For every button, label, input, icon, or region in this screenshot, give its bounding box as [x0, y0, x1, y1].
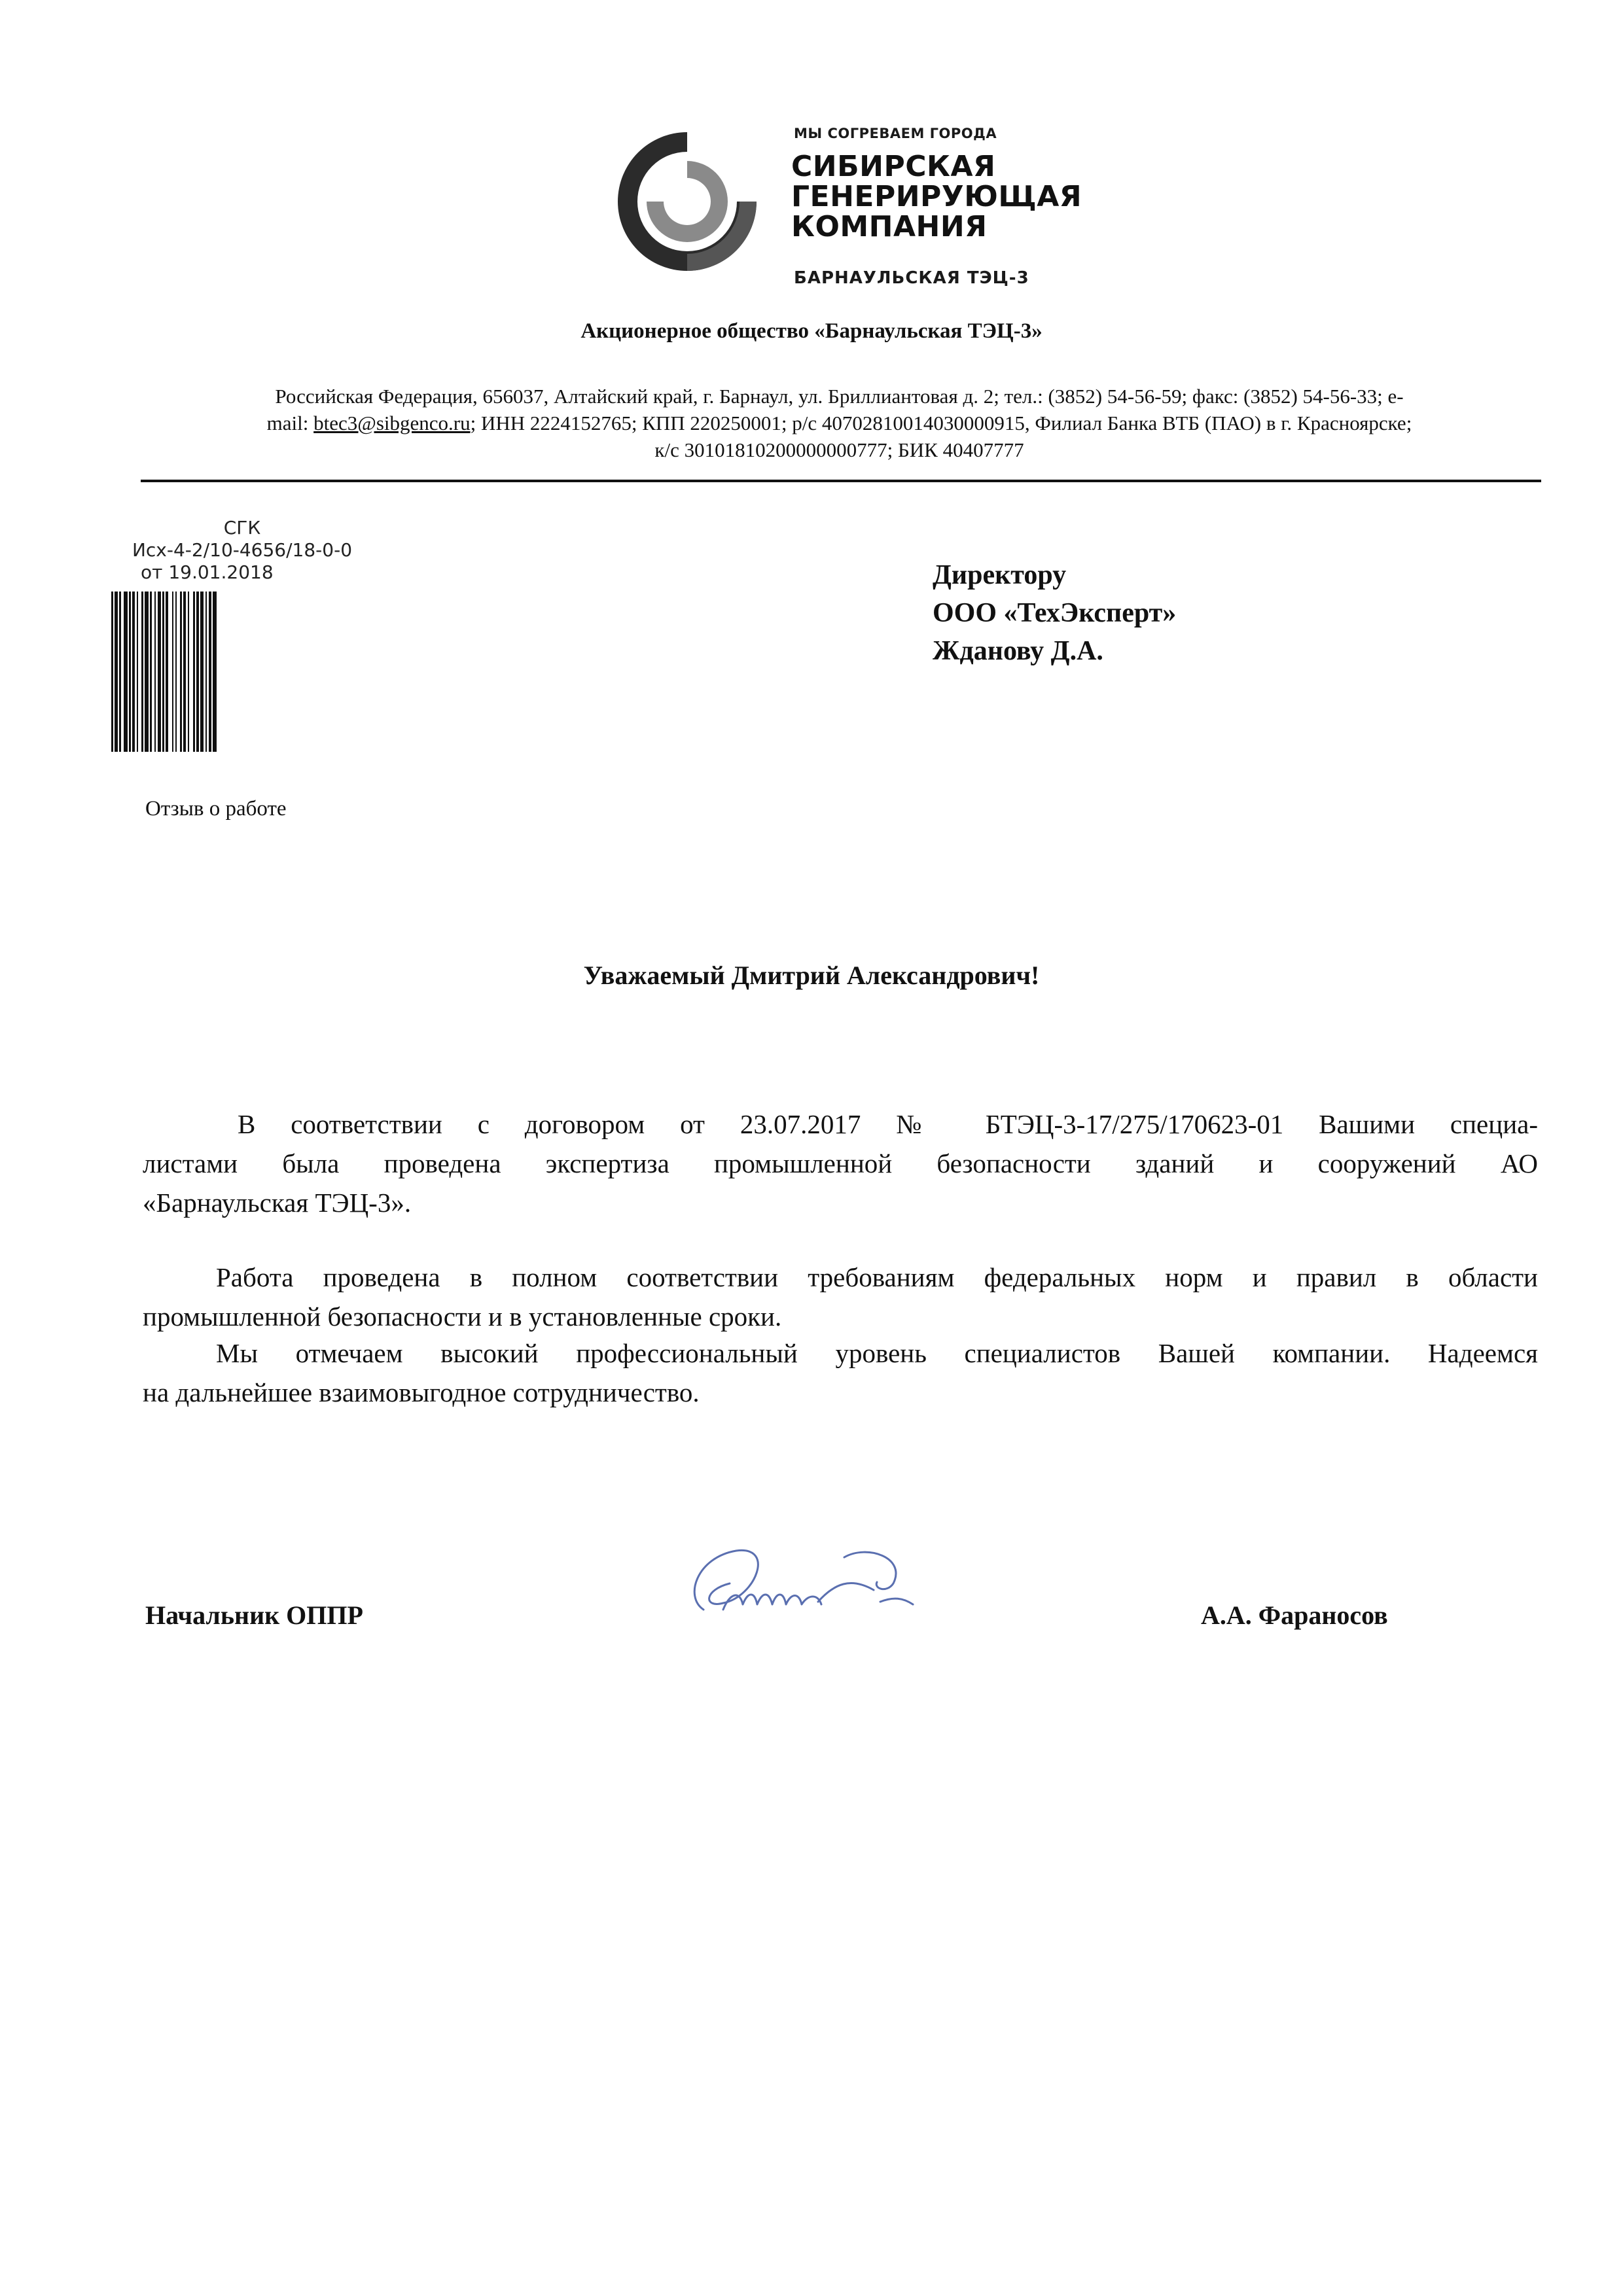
- paragraph-1-line-1: В соответствии с договором от 23.07.2017 № БТЭЦ-3-17/275/170623-01 Вашими специа-: [238, 1109, 1538, 1139]
- logo-name-line-1: СИБИРСКАЯ: [791, 150, 996, 183]
- paragraph-3-line-2: на дальнейшее взаимовыгодное сотрудничество.: [143, 1377, 700, 1407]
- barcode-bar: [158, 592, 161, 752]
- barcode-bar: [124, 592, 128, 752]
- logo-subsidiary: БАРНАУЛЬСКАЯ ТЭЦ-3: [794, 268, 1029, 288]
- paragraph-1-line-2: листами была проведена экспертиза промышленной безопасности зданий и сооружений АО: [143, 1148, 1538, 1178]
- company-requisites: [141, 383, 1538, 463]
- addressee-organization: ООО «ТехЭксперт»: [933, 598, 1177, 628]
- requisites-email-prefix: mail:: [266, 412, 314, 434]
- stamp-date: от 19.01.2018: [141, 561, 274, 583]
- requisites-line-2-rest: ; ИНН 2224152765; КПП 220250001; р/с 40702810014030000915, Филиал Банка ВТБ (ПАО) в г. Красноярске;: [470, 412, 1412, 434]
- barcode-bar: [166, 592, 168, 752]
- barcode-bar: [137, 592, 138, 752]
- barcode-bar: [150, 592, 152, 752]
- paragraph-1-line-3: «Барнаульская ТЭЦ-3».: [143, 1188, 412, 1218]
- registration-stamp: [105, 517, 380, 752]
- barcode-bar: [209, 592, 211, 752]
- handwritten-signature: [677, 1531, 952, 1642]
- barcode-image: [111, 592, 327, 752]
- swirl-logo-icon: [609, 123, 766, 280]
- barcode-bar: [145, 592, 149, 752]
- barcode-bar: [172, 592, 173, 752]
- logo-name-line-2: ГЕНЕРИРУЮЩАЯ: [791, 180, 1082, 213]
- stamp-org: СГК: [223, 517, 261, 539]
- email-link[interactable]: btec3@sibgenco.ru: [313, 412, 471, 434]
- paragraph-3: [143, 1333, 1538, 1412]
- barcode-bar: [188, 592, 189, 752]
- barcode-bar: [196, 592, 199, 752]
- barcode-bar: [115, 592, 118, 752]
- addressee-block: [933, 556, 1176, 670]
- paragraph-2-line-1: Работа проведена в полном соответствии требованиям федеральных норм и правил в области: [216, 1262, 1538, 1292]
- addressee-person: Жданову Д.А.: [933, 636, 1103, 666]
- barcode-bar: [129, 592, 131, 752]
- barcode-bar: [154, 592, 156, 752]
- letter-subject: Отзыв о работе: [145, 797, 287, 821]
- paragraph-2-line-2: промышленной безопасности и в установленные сроки.: [143, 1301, 782, 1332]
- barcode-bar: [119, 592, 121, 752]
- barcode-bar: [132, 592, 135, 752]
- header-divider: [141, 480, 1541, 482]
- signatory-title: Начальник ОППР: [145, 1600, 363, 1630]
- barcode-bar: [162, 592, 164, 752]
- barcode-bar: [205, 592, 207, 752]
- requisites-line-3: к/с 30101810200000000777; БИК 40407777: [654, 438, 1024, 461]
- signatory-name: А.А. Фараносов: [1201, 1600, 1388, 1630]
- company-logo: [609, 123, 1093, 300]
- paragraph-2: [143, 1258, 1538, 1336]
- stamp-number: Исх-4-2/10-4656/18-0-0: [132, 539, 353, 561]
- barcode-bar: [213, 592, 217, 752]
- logo-slogan: МЫ СОГРЕВАЕМ ГОРОДА: [794, 126, 997, 141]
- barcode-bar: [141, 592, 143, 752]
- barcode-bar: [200, 592, 204, 752]
- addressee-position: Директору: [933, 560, 1067, 590]
- paragraph-3-line-1: Мы отмечаем высокий профессиональный уровень специалистов Вашей компании. Надеемся: [216, 1338, 1538, 1368]
- paragraph-1: [143, 1104, 1538, 1222]
- salutation: Уважаемый Дмитрий Александрович!: [583, 961, 1040, 990]
- requisites-line-2: [141, 410, 1538, 436]
- barcode-bar: [193, 592, 195, 752]
- company-name: Акционерное общество «Барнаульская ТЭЦ-3»: [580, 319, 1043, 343]
- barcode-bar: [180, 592, 182, 752]
- barcode-bar: [111, 592, 113, 752]
- barcode-bar: [175, 592, 177, 752]
- logo-name-line-3: КОМПАНИЯ: [791, 210, 988, 243]
- barcode-bar: [183, 592, 186, 752]
- requisites-line-1: Российская Федерация, 656037, Алтайский край, г. Барнаул, ул. Бриллиантовая д. 2; тел.: (3852) 54-56-59; факс: (3852) 54-56-33; e-: [275, 385, 1404, 408]
